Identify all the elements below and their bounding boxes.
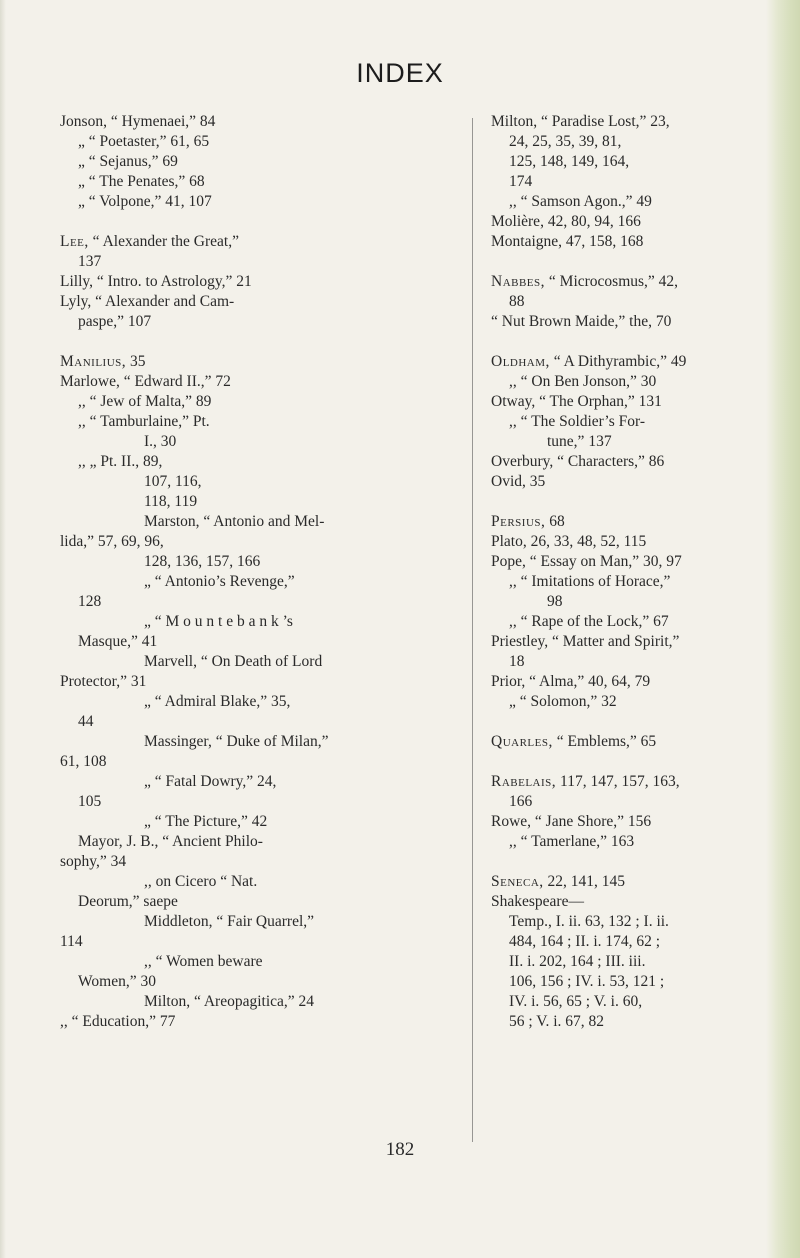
index-entry (60, 672, 460, 692)
entry-text: ,, “ Education,” 77 (60, 1013, 176, 1030)
entry-text: „ “ Antonio’s Revenge,” (144, 573, 295, 590)
entry-text: II. i. 202, 164 ; III. iii. (509, 953, 646, 970)
index-entry (60, 952, 460, 972)
index-entry (60, 512, 460, 532)
index-entry (60, 472, 460, 492)
index-entry (491, 1012, 771, 1032)
entry-heading: Quarles, (491, 733, 553, 750)
entry-text: Rowe, “ Jane Shore,” 156 (491, 813, 652, 830)
column-divider (472, 118, 473, 1142)
entry-text: 35 (130, 353, 146, 370)
index-entry (491, 592, 771, 612)
entry-text: tune,” 137 (547, 433, 612, 450)
index-entry (491, 732, 771, 752)
entry-text: ,, „ Pt. II., 89, (78, 453, 163, 470)
entry-text: 24, 25, 35, 39, 81, (509, 133, 622, 150)
index-entry (60, 972, 460, 992)
index-entry (60, 352, 460, 372)
entry-text: „ “ Sejanus,” 69 (78, 153, 178, 170)
index-entry (60, 872, 460, 892)
entry-text: 166 (509, 793, 533, 810)
index-entry (491, 572, 771, 592)
index-entry (491, 312, 771, 332)
index-entry (60, 552, 460, 572)
entry-text: 128 (78, 593, 102, 610)
entry-text: 61, 108 (60, 753, 107, 770)
entry-text: 174 (509, 173, 533, 190)
entry-text: Priestley, “ Matter and Spirit,” (491, 633, 680, 650)
entry-text: 125, 148, 149, 164, (509, 153, 630, 170)
index-column-right (491, 112, 771, 1032)
index-entry (60, 852, 460, 872)
index-entry (60, 932, 460, 952)
index-entry (60, 832, 460, 852)
entry-gap (60, 212, 460, 232)
entry-text: Overbury, “ Characters,” 86 (491, 453, 665, 470)
entry-text: „ “ Fatal Dowry,” 24, (144, 773, 277, 790)
index-entry (491, 512, 771, 532)
entry-text: Masque,” 41 (78, 633, 158, 650)
entry-text: Molière, 42, 80, 94, 166 (491, 213, 641, 230)
entry-text: ,, “ Tamburlaine,” Pt. (78, 413, 210, 430)
index-entry (491, 352, 771, 372)
index-entry (60, 272, 460, 292)
entry-text: 98 (547, 593, 563, 610)
index-entry (491, 812, 771, 832)
entry-text: 106, 156 ; IV. i. 53, 121 ; (509, 973, 665, 990)
index-entry (491, 772, 771, 792)
index-entry (60, 792, 460, 812)
index-entry (491, 832, 771, 852)
entry-text: 137 (78, 253, 102, 270)
entry-heading: Manilius, (60, 353, 127, 370)
index-entry (60, 232, 460, 252)
entry-text: Women,” 30 (78, 973, 156, 990)
entry-text: Mayor, J. B., “ Ancient Philo- (78, 833, 263, 850)
entry-text: Marvell, “ On Death of Lord (144, 653, 323, 670)
entry-gap (491, 252, 771, 272)
entry-text: “ Nut Brown Maide,” the, 70 (491, 313, 672, 330)
entry-heading: Oldham, (491, 353, 550, 370)
entry-text: lida,” 57, 69, 96, (60, 533, 164, 550)
index-entry (491, 232, 771, 252)
index-entry (60, 712, 460, 732)
entry-text: “ Microcosmus,” 42, (548, 273, 679, 290)
entry-text: paspe,” 107 (78, 313, 152, 330)
index-entry (491, 192, 771, 212)
index-entry (60, 412, 460, 432)
index-entry (60, 812, 460, 832)
index-entry (491, 912, 771, 932)
index-entry (491, 272, 771, 292)
index-entry (491, 472, 771, 492)
entry-text: Marston, “ Antonio and Mel- (144, 513, 325, 530)
entry-text: “ A Dithyrambic,” 49 (553, 353, 687, 370)
entry-text: Lilly, “ Intro. to Astrology,” 21 (60, 273, 252, 290)
index-entry (491, 372, 771, 392)
page-title: INDEX (356, 58, 444, 88)
index-entry (60, 392, 460, 412)
entry-text: Massinger, “ Duke of Milan,” (144, 733, 329, 750)
entry-gap (491, 852, 771, 872)
entry-text: 56 ; V. i. 67, 82 (509, 1013, 605, 1030)
index-entry (60, 1012, 460, 1032)
index-entry (491, 112, 771, 132)
entry-text: Shakespeare— (491, 893, 584, 910)
entry-text: „ “ M o u n t e b a n k ’s (144, 613, 293, 630)
entry-gap (491, 332, 771, 352)
entry-text: 117, 147, 157, 163, (560, 773, 680, 790)
index-entry (60, 592, 460, 612)
index-entry (60, 192, 460, 212)
index-entry (491, 412, 771, 432)
entry-text: Protector,” 31 (60, 673, 147, 690)
entry-text: IV. i. 56, 65 ; V. i. 60, (509, 993, 643, 1010)
index-entry (491, 932, 771, 952)
index-entry (60, 752, 460, 772)
index-entry (60, 312, 460, 332)
index-entry (60, 572, 460, 592)
index-entry (491, 672, 771, 692)
entry-text: Lyly, “ Alexander and Cam- (60, 293, 235, 310)
entry-text: ,, “ Rape of the Lock,” 67 (509, 613, 669, 630)
index-entry (60, 652, 460, 672)
entry-gap (491, 492, 771, 512)
index-entry (491, 132, 771, 152)
index-entry (60, 452, 460, 472)
entry-text: 105 (78, 793, 102, 810)
entry-heading: Nabbes, (491, 273, 546, 290)
entry-text: ,, “ Imitations of Horace,” (509, 573, 671, 590)
entry-text: 128, 136, 157, 166 (144, 553, 261, 570)
index-entry (60, 292, 460, 312)
entry-heading: Seneca, (491, 873, 544, 890)
entry-text: „ “ Poetaster,” 61, 65 (78, 133, 210, 150)
index-entry (60, 152, 460, 172)
entry-text: “ Alexander the Great,” (92, 233, 239, 250)
entry-text: Plato, 26, 33, 48, 52, 115 (491, 533, 647, 550)
entry-text: Middleton, “ Fair Quarrel,” (144, 913, 315, 930)
entry-gap (491, 712, 771, 732)
entry-gap (60, 332, 460, 352)
entry-text: I., 30 (144, 433, 177, 450)
entry-gap (491, 752, 771, 772)
entry-text: Otway, “ The Orphan,” 131 (491, 393, 662, 410)
index-entry (491, 392, 771, 412)
index-entry (491, 992, 771, 1012)
entry-text: 68 (549, 513, 565, 530)
entry-text: ,, “ Tamerlane,” 163 (509, 833, 635, 850)
entry-heading: Rabelais, (491, 773, 557, 790)
index-entry (60, 172, 460, 192)
entry-text: 22, 141, 145 (547, 873, 626, 890)
entry-text: Jonson, “ Hymenaei,” 84 (60, 113, 216, 130)
entry-text: 484, 164 ; II. i. 174, 62 ; (509, 933, 661, 950)
index-entry (491, 152, 771, 172)
entry-text: „ “ Admiral Blake,” 35, (144, 693, 291, 710)
entry-text: 18 (509, 653, 525, 670)
entry-text: 107, 116, (144, 473, 202, 490)
index-entry (60, 732, 460, 752)
index-entry (491, 952, 771, 972)
index-entry (491, 212, 771, 232)
entry-text: Deorum,” saepe (78, 893, 178, 910)
index-entry (60, 132, 460, 152)
index-entry (491, 452, 771, 472)
entry-text: 118, 119 (144, 493, 198, 510)
index-entry (491, 892, 771, 912)
entry-text: Prior, “ Alma,” 40, 64, 79 (491, 673, 651, 690)
index-entry (60, 432, 460, 452)
entry-text: Ovid, 35 (491, 473, 546, 490)
index-entry (491, 532, 771, 552)
entry-text: „ “ The Penates,” 68 (78, 173, 205, 190)
index-entry (60, 992, 460, 1012)
index-entry (491, 872, 771, 892)
index-entry (60, 492, 460, 512)
index-entry (60, 612, 460, 632)
entry-text: Marlowe, “ Edward II.,” 72 (60, 373, 231, 390)
index-entry (491, 972, 771, 992)
entry-text: Milton, “ Areopagitica,” 24 (144, 993, 315, 1010)
entry-text: 44 (78, 713, 94, 730)
page-edge-discoloration (766, 0, 800, 1258)
index-entry (491, 552, 771, 572)
entry-text: „ “ The Picture,” 42 (144, 813, 268, 830)
index-entry (60, 632, 460, 652)
entry-text: Pope, “ Essay on Man,” 30, 97 (491, 553, 682, 570)
index-entry (491, 652, 771, 672)
index-entry (60, 532, 460, 552)
index-entry (491, 292, 771, 312)
index-entry (60, 692, 460, 712)
entry-heading: Persius, (491, 513, 546, 530)
index-entry (491, 172, 771, 192)
entry-text: Montaigne, 47, 158, 168 (491, 233, 644, 250)
entry-heading: Lee, (60, 233, 89, 250)
index-entry (491, 432, 771, 452)
index-column-left (60, 112, 460, 1032)
entry-text: ,, “ The Soldier’s For- (509, 413, 646, 430)
entry-text: „ “ Volpone,” 41, 107 (78, 193, 212, 210)
entry-text: Milton, “ Paradise Lost,” 23, (491, 113, 670, 130)
index-entry (60, 772, 460, 792)
index-entry (491, 792, 771, 812)
index-entry (491, 692, 771, 712)
entry-text: “ Emblems,” 65 (556, 733, 657, 750)
entry-text: sophy,” 34 (60, 853, 127, 870)
index-entry (60, 912, 460, 932)
entry-text: Temp., I. ii. 63, 132 ; I. ii. (509, 913, 669, 930)
index-entry (60, 112, 460, 132)
index-entry (491, 612, 771, 632)
page-shadow-left (0, 0, 6, 1258)
index-entry (491, 632, 771, 652)
entry-text: ,, “ Samson Agon.,” 49 (509, 193, 652, 210)
index-entry (60, 252, 460, 272)
index-entry (60, 892, 460, 912)
index-entry (60, 372, 460, 392)
entry-text: ,, “ Women beware (144, 953, 263, 970)
entry-text: 88 (509, 293, 525, 310)
entry-text: ,, “ Jew of Malta,” 89 (78, 393, 212, 410)
entry-text: ,, “ On Ben Jonson,” 30 (509, 373, 657, 390)
entry-text: 114 (60, 933, 83, 950)
entry-text: ,, on Cicero “ Nat. (144, 873, 258, 890)
entry-text: „ “ Solomon,” 32 (509, 693, 617, 710)
page-number: 182 (385, 1139, 415, 1160)
